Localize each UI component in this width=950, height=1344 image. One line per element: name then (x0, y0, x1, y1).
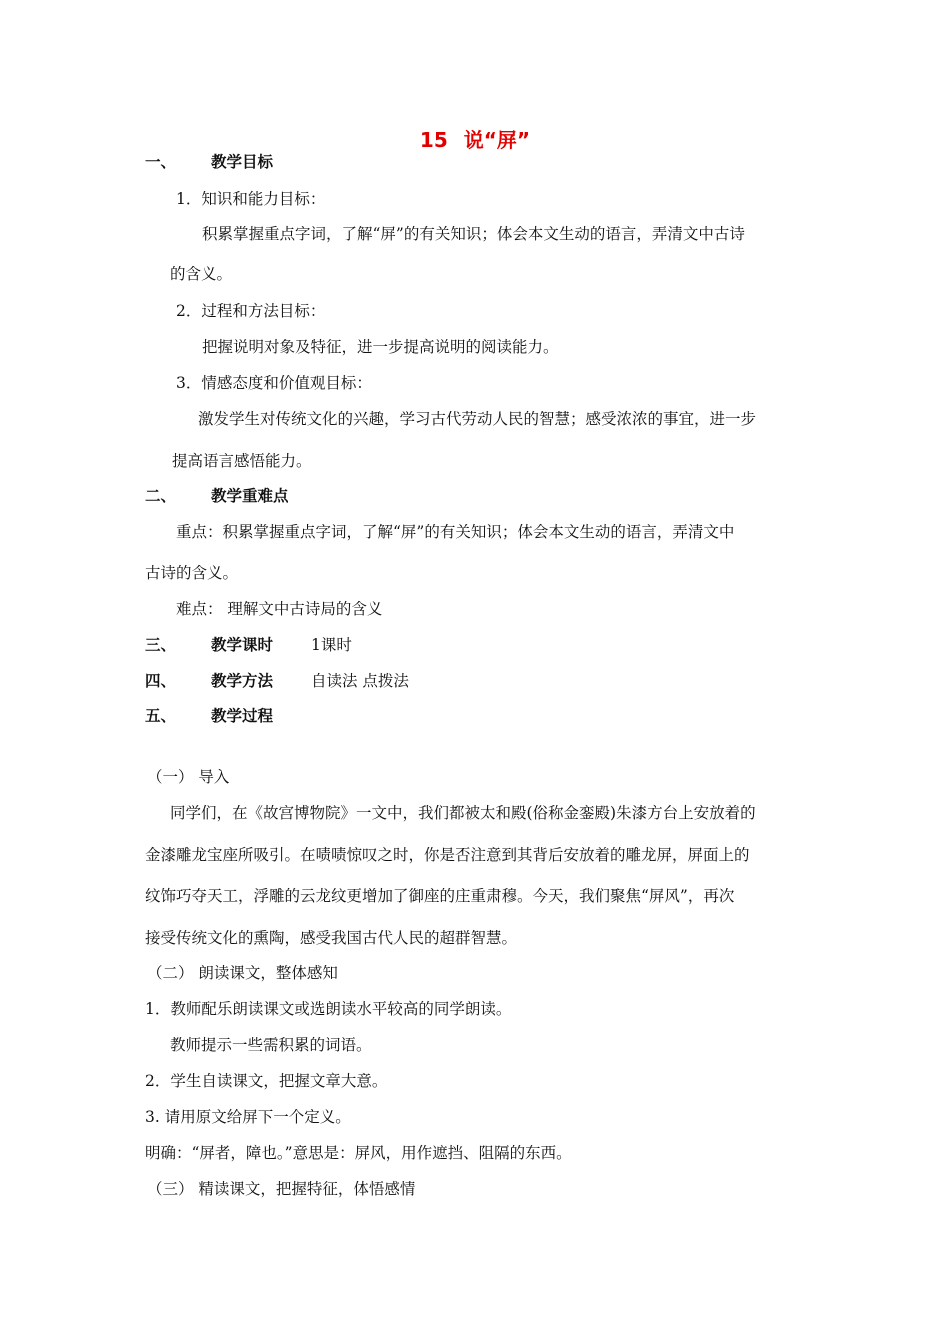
process-3-heading: （三） 精读课文，把握特征，体悟感情 (147, 1180, 416, 1198)
section-label: 教学重难点 (211, 486, 289, 505)
section-number: 四、 (145, 671, 177, 690)
process-1-heading: （一） 导入 (147, 768, 230, 786)
section-number: 一、 (145, 152, 177, 171)
process-2-item-2: 2．学生自读课文，把握文章大意。 (145, 1072, 388, 1090)
objective-2-heading: 2．过程和方法目标： (176, 302, 326, 320)
key-point-text-cont: 古诗的含义。 (145, 564, 239, 582)
title-text: 说“屏” (463, 128, 531, 152)
key-point-text: 重点：积累掌握重点字词，了解“屏”的有关知识；体会本文生动的语言，弄清文中 (176, 523, 735, 541)
difficult-point-text: 难点： 理解文中古诗局的含义 (176, 600, 383, 618)
section-number: 二、 (145, 486, 177, 505)
process-2-item-1: 1．教师配乐朗读课文或选朗读水平较高的同学朗读。 (145, 1000, 512, 1018)
title-number: 15 (419, 128, 448, 152)
section-label: 教学目标 (211, 152, 274, 171)
process-1-paragraph-cont: 纹饰巧夺天工，浮雕的云龙纹更增加了御座的庄重肃穆。今天，我们聚焦“屏风”，再次 (145, 887, 735, 905)
process-1-paragraph-cont: 接受传统文化的熏陶，感受我国古代人民的超群智慧。 (145, 929, 518, 947)
process-2-answer: 明确：“屏者，障也。”意思是：屏风，用作遮挡、阻隔的东西。 (145, 1144, 572, 1162)
objective-1-heading: 1．知识和能力目标： (176, 190, 326, 208)
process-1-paragraph: 同学们，在《故宫博物院》一文中，我们都被太和殿(俗称金銮殿)朱漆方台上安放着的 (170, 804, 756, 822)
objective-2-text: 把握说明对象及特征，进一步提高说明的阅读能力。 (202, 338, 559, 356)
page-title (0, 124, 950, 153)
process-2-note: 教师提示一些需积累的词语。 (170, 1036, 372, 1054)
objective-1-text-cont: 的含义。 (170, 265, 233, 283)
section-number: 五、 (145, 706, 177, 725)
section-extra: 1课时 (311, 636, 352, 654)
section-label: 教学方法 (211, 671, 274, 690)
section-label: 教学课时 (211, 635, 274, 654)
objective-3-heading: 3．情感态度和价值观目标： (176, 374, 372, 392)
objective-1-text: 积累掌握重点字词，了解“屏”的有关知识；体会本文生动的语言，弄清文中古诗 (202, 225, 745, 243)
objective-3-text: 激发学生对传统文化的兴趣，学习古代劳动人民的智慧；感受浓浓的事宜，进一步 (198, 410, 757, 428)
section-extra: 自读法 点拨法 (311, 672, 409, 690)
process-1-paragraph-cont: 金漆雕龙宝座所吸引。在啧啧惊叹之时，你是否注意到其背后安放着的雕龙屏，屏面上的 (145, 846, 750, 864)
section-label: 教学过程 (211, 706, 274, 725)
objective-3-text-cont: 提高语言感悟能力。 (172, 452, 312, 470)
section-number: 三、 (145, 635, 177, 654)
process-2-heading: （二） 朗读课文，整体感知 (147, 964, 338, 982)
process-2-item-3: 3. 请用原文给屏下一个定义。 (145, 1108, 351, 1126)
